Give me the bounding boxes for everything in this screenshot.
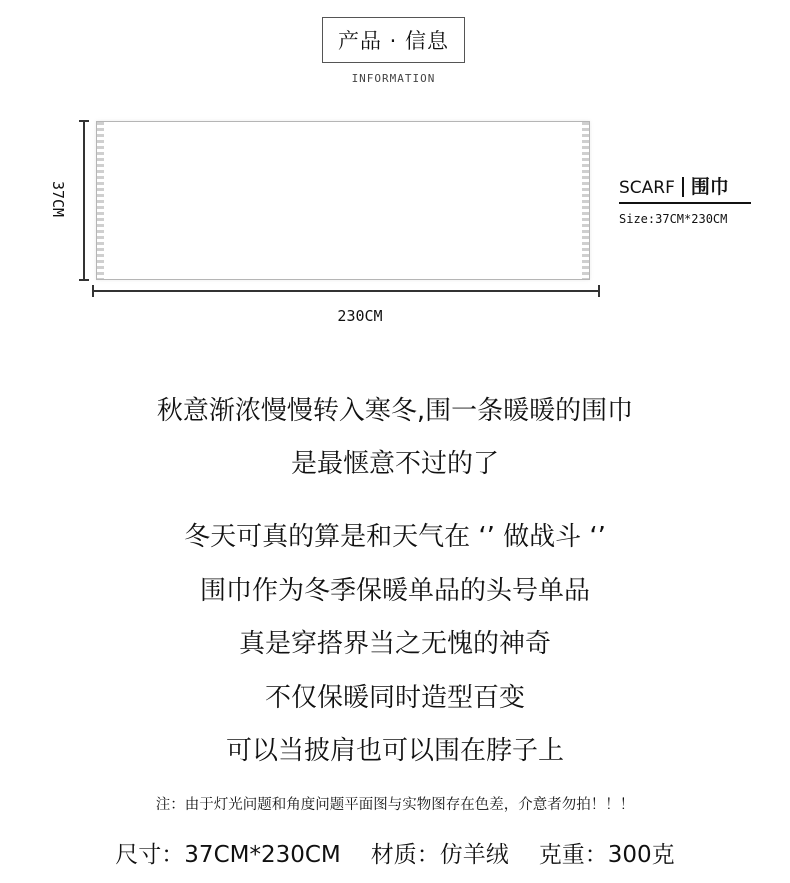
scarf-fringe-right (582, 122, 589, 279)
product-name-underline (619, 202, 751, 204)
product-name (619, 172, 729, 199)
product-size: Size:37CM*230CM (619, 212, 728, 226)
width-dimension-line (92, 290, 600, 292)
description-line: 真是穿搭界当之无愧的神奇 (238, 629, 551, 659)
description-line: 冬天可真的算是和天气在 ‘’ 做战斗 ‘’ (184, 522, 606, 552)
description-line: 秋意渐浓慢慢转入寒冬,围一条暖暖的围巾 (156, 396, 634, 426)
section-subtitle: INFORMATION (351, 72, 436, 85)
description-line: 围巾作为冬季保暖单品的头号单品 (199, 576, 590, 606)
height-label: 37CM (49, 180, 67, 218)
description-line: 不仅保暖同时造型百变 (264, 683, 525, 713)
product-name-en: SCARF (619, 178, 675, 198)
height-dimension-cap-bottom (79, 279, 89, 281)
spec-weight: 克重：300克 (538, 842, 675, 868)
scarf-illustration (96, 121, 590, 280)
description-line: 是最惬意不过的了 (290, 449, 499, 479)
width-dimension-cap-left (92, 285, 94, 297)
product-name-cn: 围巾 (690, 176, 729, 198)
spec-size: 尺寸：37CM*230CM (115, 842, 341, 868)
product-specs (0, 836, 790, 869)
height-dimension-cap-top (79, 120, 89, 122)
height-dimension-line (83, 121, 85, 280)
color-disclaimer: 注：由于灯光问题和角度问题平面图与实物图存在色差，介意者勿拍！！！ (155, 797, 635, 813)
section-title: 产品 · 信息 (322, 17, 465, 63)
width-label: 230CM (337, 307, 383, 325)
description-line: 可以当披肩也可以围在脖子上 (225, 736, 564, 766)
width-dimension-cap-right (598, 285, 600, 297)
scarf-fringe-left (97, 122, 104, 279)
name-separator (682, 177, 684, 197)
spec-material: 材质：仿羊绒 (370, 842, 509, 868)
